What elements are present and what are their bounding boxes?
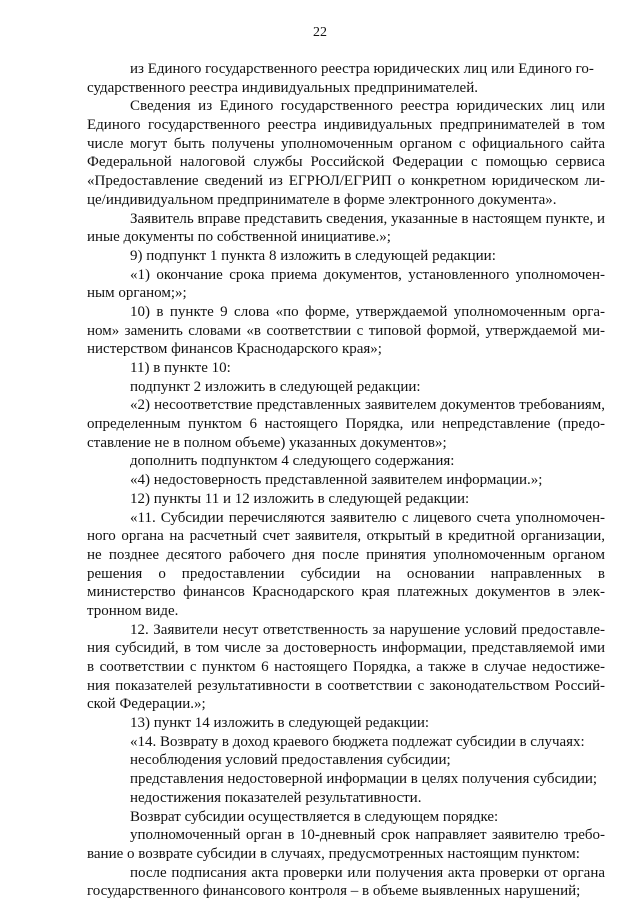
text-line: несоблюдения условий предоставления субсидии; [130,752,451,769]
text-line: ской Федерации.»; [87,696,206,713]
text-line: дополнить подпунктом 4 следующего содержания: [130,453,455,470]
text-line: Единого государственного реестра индивидуальных предпринимателей в том [87,117,605,134]
text-line: ного органа на расчетный счет заявителя, открытый в кредитной организации, [87,528,605,545]
text-line: «1) окончание срока приема документов, установленного уполномочен- [130,266,605,283]
text-line: Сведения из Единого государственного реестра юридических лиц или [130,98,605,115]
text-line: сударственного реестра индивидуальных предпринимателей. [87,79,478,96]
text-line: ставление не в полном объеме) указанных документов»; [87,434,447,451]
text-line: ном» заменить словами «в соответствии с типовой формой, утверждаемой ми- [87,322,605,339]
text-line: Заявитель вправе представить сведения, указанные в настоящем пункте, и [130,210,605,227]
text-line: определенным пунктом 6 настоящего Порядка, или непредставление (предо- [87,416,605,433]
text-line: недостижения показателей результативности. [130,789,422,806]
text-line: це/индивидуальном предпринимателе в форме электронного документа». [87,191,557,208]
text-line: Возврат субсидии осуществляется в следующем порядке: [130,808,499,825]
text-line: тронном виде. [87,602,179,619]
text-line: 12) пункты 11 и 12 изложить в следующей редакции: [130,490,470,507]
text-line: ния показателей результативности в соответствии с законодательством Россий- [87,677,605,694]
text-line: ния субсидий, в том числе за достоверность информации, представляемой ими [87,640,605,657]
text-line: нистерством финансов Краснодарского края»; [87,341,382,358]
text-line: иные документы по собственной инициативе.»; [87,229,391,246]
text-line: «11. Субсидии перечисляются заявителю с лицевого счета уполномочен- [130,509,605,526]
page-number: 22 [313,25,327,40]
text-line: министерство финансов Краснодарского края платежных документов в элек- [87,584,605,601]
text-line: «Предоставление сведений из ЕГРЮЛ/ЕГРИП о конкретном юридическом ли- [87,173,605,190]
text-line: «14. Возврату в доход краевого бюджета подлежат субсидии в случаях: [130,733,585,750]
text-line: решения о предоставлении субсидии на основании направленных в [87,565,605,582]
text-line: числе могут быть получены уполномоченным органом с официального сайта [87,135,605,152]
text-line: не позднее десятого рабочего дня после принятия уполномоченным органом [87,546,605,563]
text-line: государственного финансового контроля – в объеме выявленных нарушений; [87,883,581,900]
text-line: 13) пункт 14 изложить в следующей редакции: [130,715,430,732]
text-line: ным органом;»; [87,285,187,302]
text-line: 9) подпункт 1 пункта 8 изложить в следующей редакции: [130,247,496,264]
text-line: 10) в пункте 9 слова «по форме, утверждаемой уполномоченным орга- [130,303,605,320]
document-body [87,60,605,901]
text-line: «2) несоответствие представленных заявителем документов требованиям, [130,397,605,414]
text-line: из Единого государственного реестра юридических лиц или Единого го- [130,61,594,77]
text-line: в соответствии с пунктом 6 настоящего Порядка, а также в случае недостиже- [87,659,605,675]
text-line: 12. Заявители несут ответственность за нарушение условий предоставле- [130,621,605,638]
text-line: 11) в пункте 10: [130,360,231,376]
text-line: подпункт 2 изложить в следующей редакции: [130,378,421,395]
text-line: после подписания акта проверки или получения акта проверки от органа [130,864,605,881]
text-line: Федеральной налоговой службы Российской Федерации с помощью сервиса [87,154,605,171]
text-line: уполномоченный орган в 10-дневный срок направляет заявителю требо- [130,827,605,844]
text-line: представления недостоверной информации в целях получения субсидии; [130,771,598,788]
text-line: вание о возврате субсидии в случаях, предусмотренных настоящим пунктом: [87,845,580,862]
text-line: «4) недостоверность представленной заявителем информации.»; [130,472,543,489]
